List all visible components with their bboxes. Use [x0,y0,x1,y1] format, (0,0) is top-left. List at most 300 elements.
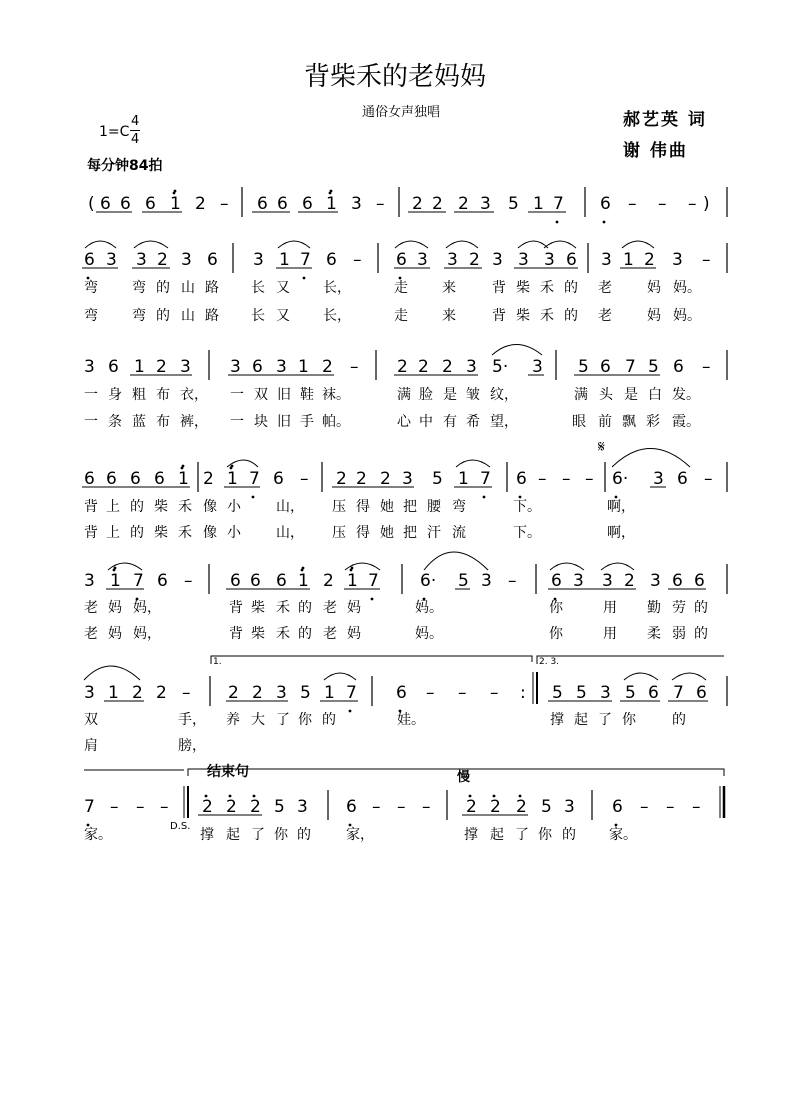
system-7 [84,790,701,843]
time-signature-bottom: 4 [131,132,140,147]
note: – [136,797,145,817]
lyric-syllable: 的 [130,499,144,515]
lyric-syllable: 满 [574,387,588,403]
note: – [422,797,431,817]
lyric-syllable: 禾 [178,525,192,541]
note: 3 [297,797,308,817]
note: 3 [492,250,503,270]
lyric-syllable: 她 [380,525,394,541]
note: – [300,469,309,489]
lyric-syllable: 柴 [516,280,530,296]
system-1 [88,187,727,217]
note: 2 [322,357,333,377]
lyric-syllable: 你 [622,712,636,728]
note: 3 [466,357,477,377]
note: 6 [672,571,683,591]
lyric-syllable: 把 [403,499,417,515]
note: 2 [516,797,527,817]
lyric-syllable: 得 [356,499,370,515]
note: 2 [226,797,237,817]
note: 2 [380,469,391,489]
lyric-syllable: 又 [276,280,290,296]
lyric-syllable: 养 [226,712,240,728]
lyric-syllable: 心 [397,414,411,430]
lyric-syllable: 下。 [513,499,541,515]
note: 3 [84,571,95,591]
lyric-syllable: 旧 [277,414,291,430]
lyric-syllable: 旧 [277,387,291,403]
note: 3 [600,683,611,703]
note: 3 [84,357,95,377]
lyric-syllable: 背 [84,525,98,541]
note: 3 [573,571,584,591]
lyric-syllable: 压 [332,499,346,515]
note: 2 [466,797,477,817]
note: 6 [648,683,659,703]
note: 3 [181,250,192,270]
note: 5 [274,797,285,817]
note: 6 [677,469,688,489]
note: 2 [156,683,167,703]
volta-2-label: 2. 3. [539,657,560,667]
lyric-syllable: 长 [251,280,265,296]
note: – [220,194,229,214]
lyric-syllable: 妈。 [673,308,701,324]
lyric-syllable: 妈。 [415,600,443,616]
note: – [508,571,517,591]
key-signature: 1=C [99,124,130,140]
note: 3 [180,357,191,377]
lyric-syllable: 头 [599,387,613,403]
note: 6 [551,571,562,591]
note: 6 [84,250,95,270]
note: 2 [418,357,429,377]
note: – [692,797,701,817]
lyric-syllable: 勤 [647,600,661,616]
lyric-syllable: 妈 [347,626,361,642]
lyric-syllable: 用 [603,600,617,616]
note: 2 [624,571,635,591]
lyric-syllable: 的 [322,712,336,728]
note: 3 [481,571,492,591]
lyric-syllable: 的 [298,626,312,642]
lyric-syllable: 的 [156,280,170,296]
note: 1 [134,357,145,377]
note: 6 [346,797,357,817]
lyric-syllable: 弯 [132,280,146,296]
note: – [585,469,594,489]
note: 3 [417,250,428,270]
note: – [640,797,649,817]
lyric-syllable: 小 [227,525,241,541]
lyric-syllable: 你 [538,827,552,843]
lyric-syllable: 布 [156,414,170,430]
note: 5 [458,571,469,591]
note: – [160,797,169,817]
lyric-syllable: 望， [490,414,518,430]
lyric-syllable: 柴 [154,499,168,515]
note: – [372,797,381,817]
lyric-syllable: 彩 [646,414,660,430]
lyric-syllable: 路 [205,308,219,324]
note: – [184,571,193,591]
lyric-syllable: 膀， [178,738,206,754]
note: 6 [694,571,705,591]
lyric-syllable: 眼 [572,414,586,430]
tempo-marking: 每分钟84拍 [87,158,163,174]
note: 5 [508,194,519,214]
note: 5 [578,357,589,377]
lyric-syllable: 是 [624,387,638,403]
lyric-syllable: 粗 [132,387,146,403]
note: 2 [442,357,453,377]
lyric-syllable: 双 [254,387,268,403]
note: 3 [106,250,117,270]
note: 6 [120,194,131,214]
note: 7 [249,469,260,489]
lyric-syllable: 长， [323,308,351,324]
note: – [182,683,191,703]
lyric-syllable: 家， [346,827,374,843]
lyric-syllable: 希 [466,414,480,430]
lyric-syllable: 蓝 [132,414,146,430]
lyric-syllable: 走 [394,308,408,324]
note: – [702,357,711,377]
note: 3 [276,683,287,703]
note: 6 [100,194,111,214]
lyric-syllable: 妈。 [673,280,701,296]
note: – [702,250,711,270]
note: 6 [600,194,611,214]
note: 2 [132,683,143,703]
lyric-syllable: 一 [230,387,244,403]
lyric-syllable: 的 [694,626,708,642]
lyric-syllable: 禾 [540,308,554,324]
note: 5 [541,797,552,817]
note: – [458,683,467,703]
lyric-syllable: 的 [564,308,578,324]
lyric-syllable: 劳 [672,600,686,616]
note: 5 [300,683,311,703]
note: 1 [324,683,335,703]
note: 2 [156,357,167,377]
lyric-syllable: 的 [298,600,312,616]
note: 3 [602,571,613,591]
lyric-syllable: 有 [443,414,457,430]
system-6 [84,676,727,754]
note: 7 [346,683,357,703]
note: – [110,797,119,817]
lyric-syllable: 老 [323,626,337,642]
note: 3 [253,250,264,270]
time-signature-top: 4 [131,114,140,129]
lyric-syllable: 她 [380,499,394,515]
note: 3 [84,683,95,703]
lyric-syllable: 弯 [452,499,466,515]
note: 2 [469,250,480,270]
note: 3 [480,194,491,214]
lyric-syllable: 的 [694,600,708,616]
note: 2 [397,357,408,377]
lyric-syllable: 老 [598,280,612,296]
lyric-syllable: 下。 [513,525,541,541]
lyric-syllable: 得 [356,525,370,541]
note: 5 [625,683,636,703]
lyric-syllable: 妈， [133,626,161,642]
note: – [704,469,713,489]
lyric-syllable: 你 [298,712,312,728]
note: 7 [368,571,379,591]
note: 6 [250,571,261,591]
note: 6 [207,250,218,270]
note: 1 [110,571,121,591]
note: 2 [412,194,423,214]
volta-1-label: 1. [213,657,222,667]
lyric-syllable: 山， [276,499,304,515]
lyric-syllable: 长 [251,308,265,324]
note: 2 [195,194,206,214]
note: 1 [347,571,358,591]
lyric-syllable: 山 [181,280,195,296]
lyric-syllable: 来 [442,308,456,324]
lyric-syllable: 裤， [180,414,208,430]
lyric-syllable: 背 [229,600,243,616]
ending-label: 结束句 [207,764,249,780]
note: 1 [170,194,181,214]
note: ( [88,194,95,214]
note: 6 [396,683,407,703]
lyric-syllable: 撑 [200,827,214,843]
note: 6 [108,357,119,377]
lyric-syllable: 双 [84,712,98,728]
note: 6 [612,797,623,817]
lyric-syllable: 你 [274,827,288,843]
note: 7 [673,683,684,703]
note: 2 [458,194,469,214]
note: – [562,469,571,489]
lyric-syllable: 的 [562,827,576,843]
lyric-syllable: 的 [130,525,144,541]
lyric-syllable: 弱 [672,626,686,642]
lyric-syllable: 汗 [427,525,441,541]
note: 6 [396,250,407,270]
note: 7 [553,194,564,214]
lyric-syllable: 霞。 [672,414,700,430]
lyric-syllable: 一 [84,387,98,403]
note: 2 [490,797,501,817]
lyric-syllable: 帕。 [322,414,350,430]
lyric-syllable: 背 [84,499,98,515]
lyric-syllable: 弯 [84,308,98,324]
note: – [353,250,362,270]
lyric-syllable: 啊， [607,525,635,541]
song-title: 背柴禾的老妈妈 [303,62,486,92]
lyric-syllable: 妈 [647,280,661,296]
note: 6 [230,571,241,591]
lyric-syllable: 手 [300,414,314,430]
lyric-syllable: 布 [156,387,170,403]
lyricist-credit: 郝艺英 词 [623,110,707,130]
note: 6 [130,469,141,489]
system-2 [84,243,727,324]
lyric-syllable: 老 [84,626,98,642]
note: 6 [696,683,707,703]
note: 1 [178,469,189,489]
lyric-syllable: 发。 [672,387,700,403]
lyric-syllable: 山， [276,525,304,541]
lyric-syllable: 老 [598,308,612,324]
lyric-syllable: 起 [490,827,504,843]
lyric-syllable: 起 [574,712,588,728]
note: 2 [157,250,168,270]
lyric-syllable: 袜。 [322,387,350,403]
note: 1 [623,250,634,270]
note: 6 [276,571,287,591]
note: 2 [356,469,367,489]
note: – [628,194,637,214]
notes-layer [84,187,727,843]
lyric-syllable: 老 [84,600,98,616]
lyric-syllable: 用 [603,626,617,642]
note: 2 [203,469,214,489]
note: 2 [250,797,261,817]
lyric-syllable: 是 [443,387,457,403]
lyric-syllable: 一 [230,414,244,430]
lyric-syllable: 衣， [180,387,208,403]
note: 6 [106,469,117,489]
lyric-syllable: 满 [397,387,411,403]
slow-marking: 慢 [457,770,471,785]
note: 7 [133,571,144,591]
lyric-syllable: 块 [254,414,268,430]
lyric-syllable: 撑 [464,827,478,843]
lyric-syllable: 上 [106,499,120,515]
note: 5 [432,469,443,489]
note: 3 [518,250,529,270]
lyric-syllable: 妈 [347,600,361,616]
note: 2 [432,194,443,214]
lyric-syllable: 条 [108,414,122,430]
note: 3 [402,469,413,489]
lyric-syllable: 白 [648,387,662,403]
lyric-syllable: 家。 [84,827,112,843]
note: 7 [625,357,636,377]
lyric-syllable: 禾 [276,600,290,616]
note: 1 [108,683,119,703]
lyric-syllable: 小 [227,499,241,515]
note: 2 [252,683,263,703]
note: 1 [279,250,290,270]
lyric-syllable: 老 [323,600,337,616]
lyric-syllable: 啊， [607,499,635,515]
lyric-syllable: 柴 [516,308,530,324]
note: 5· [492,357,509,377]
note: 3 [601,250,612,270]
note: 1 [298,357,309,377]
note: 2 [323,571,334,591]
lyric-syllable: 背 [229,626,243,642]
note: 1 [533,194,544,214]
lyric-syllable: 来 [442,280,456,296]
note: 6 [257,194,268,214]
note: 6 [326,250,337,270]
lyric-syllable: 妈 [647,308,661,324]
note: 3 [532,357,543,377]
lyric-syllable: 妈， [133,600,161,616]
note: 3 [650,571,661,591]
note: – [538,469,547,489]
lyric-syllable: 前 [598,414,612,430]
note: 1 [458,469,469,489]
note: 1 [298,571,309,591]
lyric-syllable: 像 [203,499,217,515]
lyric-syllable: 像 [203,525,217,541]
lyric-syllable: 飘 [622,414,636,430]
lyric-syllable: 肩 [84,738,98,754]
note: 2 [336,469,347,489]
note: 3 [447,250,458,270]
lyric-syllable: 把 [403,525,417,541]
lyric-syllable: 起 [226,827,240,843]
note: 6 [673,357,684,377]
lyric-syllable: 柴 [154,525,168,541]
lyric-syllable: 了 [251,827,265,843]
lyric-syllable: 妈 [108,626,122,642]
note: – [376,194,385,214]
lyric-syllable: 的 [297,827,311,843]
lyric-syllable: 柔 [647,626,661,642]
lyric-syllable: 柴 [251,626,265,642]
ds-marking: D.S. [170,821,191,832]
lyric-syllable: 长， [323,280,351,296]
lyric-syllable: 了 [515,827,529,843]
lyric-syllable: 背 [492,308,506,324]
note: 5 [576,683,587,703]
note: – [688,194,697,214]
note: – [658,194,667,214]
note: 6 [154,469,165,489]
note: 1 [326,194,337,214]
lyric-syllable: 山 [181,308,195,324]
note: 6 [157,571,168,591]
system-4 [84,462,727,541]
lyric-syllable: 压 [332,525,346,541]
note: 5 [552,683,563,703]
lyric-syllable: 流 [452,525,466,541]
note: ) [703,194,710,214]
note: 3 [276,357,287,377]
lyric-syllable: 娃。 [397,712,425,728]
note: 2 [202,797,213,817]
note: 3 [351,194,362,214]
note: 1 [227,469,238,489]
lyric-syllable: 又 [276,308,290,324]
lyric-syllable: 大 [251,712,265,728]
note: 6 [277,194,288,214]
note: 7 [480,469,491,489]
note: – [426,683,435,703]
lyric-syllable: 弯 [84,280,98,296]
note: 3 [653,469,664,489]
lyric-syllable: 家。 [609,827,637,843]
note: 6 [566,250,577,270]
segno-sign: 𝄋 [598,437,605,456]
note: 3 [136,250,147,270]
lyric-syllable: 的 [156,308,170,324]
note: 6 [145,194,156,214]
note: 6· [612,469,629,489]
note: – [666,797,675,817]
